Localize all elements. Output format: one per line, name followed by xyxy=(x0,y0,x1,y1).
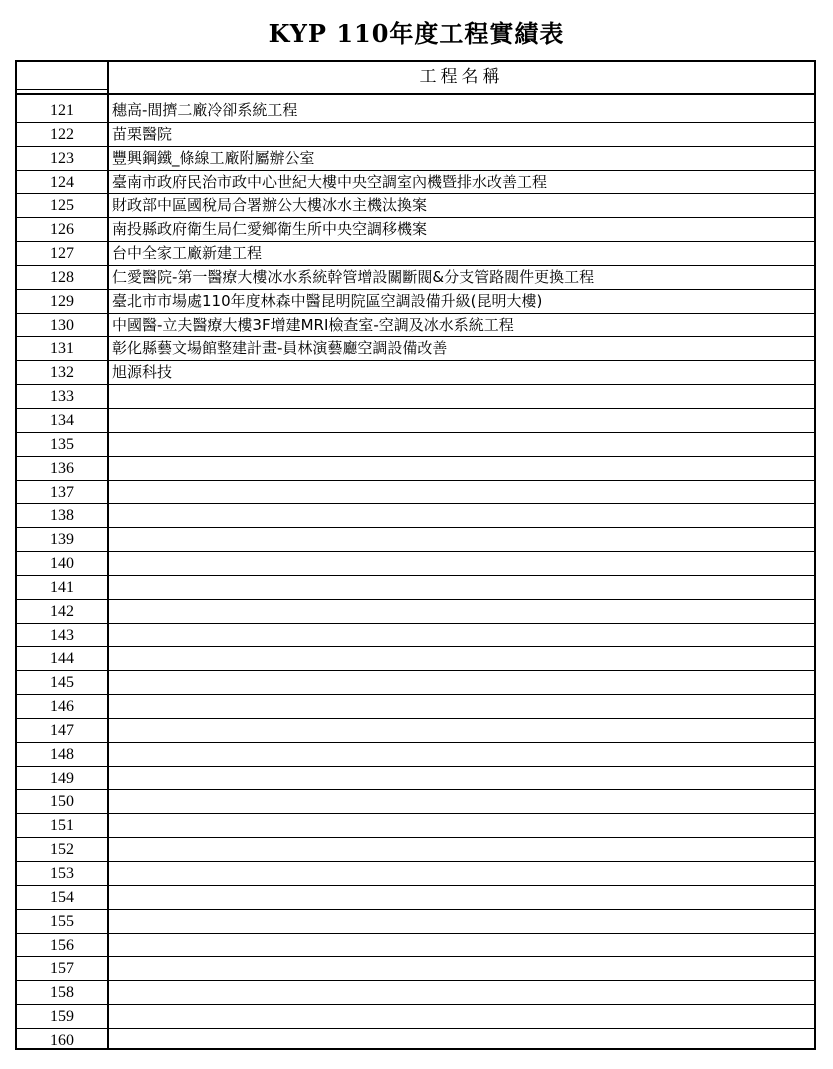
project-table xyxy=(15,60,816,1050)
row-project-name xyxy=(112,862,810,885)
table-row xyxy=(17,886,814,910)
row-project-name xyxy=(112,433,810,456)
row-project-name xyxy=(112,1029,810,1053)
table-row xyxy=(17,647,814,671)
table-row xyxy=(17,934,814,958)
row-number: 155 xyxy=(50,912,74,930)
table-row xyxy=(17,290,814,314)
row-number: 133 xyxy=(50,388,74,406)
table-row xyxy=(17,481,814,505)
row-number: 129 xyxy=(50,292,74,310)
row-project-name: 南投縣政府衛生局仁愛鄉衛生所中央空調移機案 xyxy=(112,220,428,239)
table-row xyxy=(17,576,814,600)
row-project-name xyxy=(112,647,810,670)
row-project-name xyxy=(112,624,810,647)
table-row xyxy=(17,123,814,147)
row-number: 131 xyxy=(50,340,74,358)
row-number: 134 xyxy=(50,411,74,429)
row-number: 149 xyxy=(50,769,74,787)
table-row xyxy=(17,910,814,934)
table-row xyxy=(17,385,814,409)
table-row xyxy=(17,504,814,528)
table-row xyxy=(17,767,814,791)
row-project-name xyxy=(112,385,810,408)
table-row xyxy=(17,1005,814,1029)
row-number: 123 xyxy=(50,149,74,167)
row-number: 138 xyxy=(50,507,74,525)
row-number: 160 xyxy=(50,1031,74,1049)
table-row xyxy=(17,528,814,552)
row-project-name xyxy=(112,957,810,980)
row-number: 135 xyxy=(50,435,74,453)
row-number: 124 xyxy=(50,173,74,191)
row-number: 132 xyxy=(50,364,74,382)
table-row xyxy=(17,671,814,695)
row-number: 139 xyxy=(50,531,74,549)
row-number: 156 xyxy=(50,936,74,954)
row-project-name xyxy=(112,981,810,1004)
table-row xyxy=(17,743,814,767)
row-number: 145 xyxy=(50,674,74,692)
table-row xyxy=(17,624,814,648)
row-number: 122 xyxy=(50,125,74,143)
row-project-name xyxy=(112,910,810,933)
table-row xyxy=(17,171,814,195)
row-project-name: 旭源科技 xyxy=(112,363,173,382)
row-project-name xyxy=(112,695,810,718)
header-double-rule xyxy=(17,89,107,90)
row-number: 121 xyxy=(50,102,74,119)
table-row xyxy=(17,457,814,481)
row-number: 154 xyxy=(50,888,74,906)
table-row xyxy=(17,1029,814,1053)
row-project-name xyxy=(112,1005,810,1028)
row-project-name xyxy=(112,934,810,957)
table-row xyxy=(17,194,814,218)
row-project-name: 財政部中區國稅局合署辦公大樓冰水主機汰換案 xyxy=(112,196,428,215)
row-project-name xyxy=(112,767,810,790)
table-row xyxy=(17,600,814,624)
table-row xyxy=(17,790,814,814)
table-row xyxy=(17,552,814,576)
table-row xyxy=(17,433,814,457)
row-project-name xyxy=(112,409,810,432)
table-row xyxy=(17,409,814,433)
table-row xyxy=(17,266,814,290)
row-project-name xyxy=(112,671,810,694)
row-project-name xyxy=(112,719,810,742)
row-number: 152 xyxy=(50,841,74,859)
row-project-name xyxy=(112,600,810,623)
row-project-name: 仁愛醫院-第一醫療大樓冰水系統幹管增設關斷閥&分支管路閥件更換工程 xyxy=(112,267,595,286)
row-project-name xyxy=(112,886,810,909)
table-row xyxy=(17,337,814,361)
row-number: 158 xyxy=(50,984,74,1002)
table-row xyxy=(17,957,814,981)
row-project-name: 臺南市政府民治市政中心世紀大樓中央空調室內機暨排水改善工程 xyxy=(112,172,548,191)
row-project-name xyxy=(112,576,810,599)
table-row xyxy=(17,695,814,719)
row-project-name xyxy=(112,552,810,575)
table-row xyxy=(17,838,814,862)
row-number: 151 xyxy=(50,817,74,835)
row-number: 126 xyxy=(50,221,74,239)
row-project-name: 台中全家工廠新建工程 xyxy=(112,244,263,263)
header-project-name: 工程名稱 xyxy=(419,67,504,87)
row-number: 125 xyxy=(50,197,74,215)
table-row xyxy=(17,242,814,266)
table-row xyxy=(17,218,814,242)
row-number: 153 xyxy=(50,865,74,882)
row-number: 148 xyxy=(50,745,74,763)
row-number: 157 xyxy=(50,960,74,978)
table-body xyxy=(17,99,814,1053)
row-number: 150 xyxy=(50,793,74,811)
row-number: 147 xyxy=(50,721,74,739)
row-number: 159 xyxy=(50,1008,74,1026)
row-project-name xyxy=(112,743,810,766)
row-project-name xyxy=(112,838,810,861)
table-row xyxy=(17,981,814,1005)
row-project-name: 豐興鋼鐵_條線工廠附屬辦公室 xyxy=(112,148,315,167)
table-row xyxy=(17,862,814,886)
row-project-name xyxy=(112,481,810,504)
row-number: 127 xyxy=(50,245,74,263)
row-number: 141 xyxy=(50,578,74,596)
row-project-name xyxy=(112,457,810,480)
row-project-name: 中國醫-立夫醫療大樓3F增建MRI檢查室-空調及冰水系統工程 xyxy=(112,315,514,334)
table-row xyxy=(17,314,814,338)
table-row xyxy=(17,719,814,743)
table-header xyxy=(17,62,814,95)
row-number: 140 xyxy=(50,555,74,573)
table-row xyxy=(17,361,814,385)
row-project-name xyxy=(112,528,810,551)
row-number: 146 xyxy=(50,698,74,716)
row-project-name: 臺北市市場處110年度林森中醫昆明院區空調設備升級(昆明大樓) xyxy=(112,291,543,310)
row-project-name: 彰化縣藝文場館整建計畫-員林演藝廳空調設備改善 xyxy=(112,339,448,358)
row-project-name xyxy=(112,814,810,837)
row-number: 128 xyxy=(50,268,74,286)
table-row xyxy=(17,99,814,123)
row-project-name: 苗栗醫院 xyxy=(112,124,173,143)
row-project-name xyxy=(112,504,810,527)
page-title: KYP 110年度工程實績表 xyxy=(268,19,565,48)
table-row xyxy=(17,814,814,838)
row-number: 130 xyxy=(50,316,74,334)
table-row xyxy=(17,147,814,171)
row-project-name: 穗高-間擠二廠冷卻系統工程 xyxy=(112,101,298,119)
row-number: 144 xyxy=(50,650,74,668)
row-number: 136 xyxy=(50,459,74,477)
row-number: 142 xyxy=(50,602,74,620)
row-number: 137 xyxy=(50,483,74,501)
row-number: 143 xyxy=(50,626,74,644)
row-project-name xyxy=(112,790,810,813)
